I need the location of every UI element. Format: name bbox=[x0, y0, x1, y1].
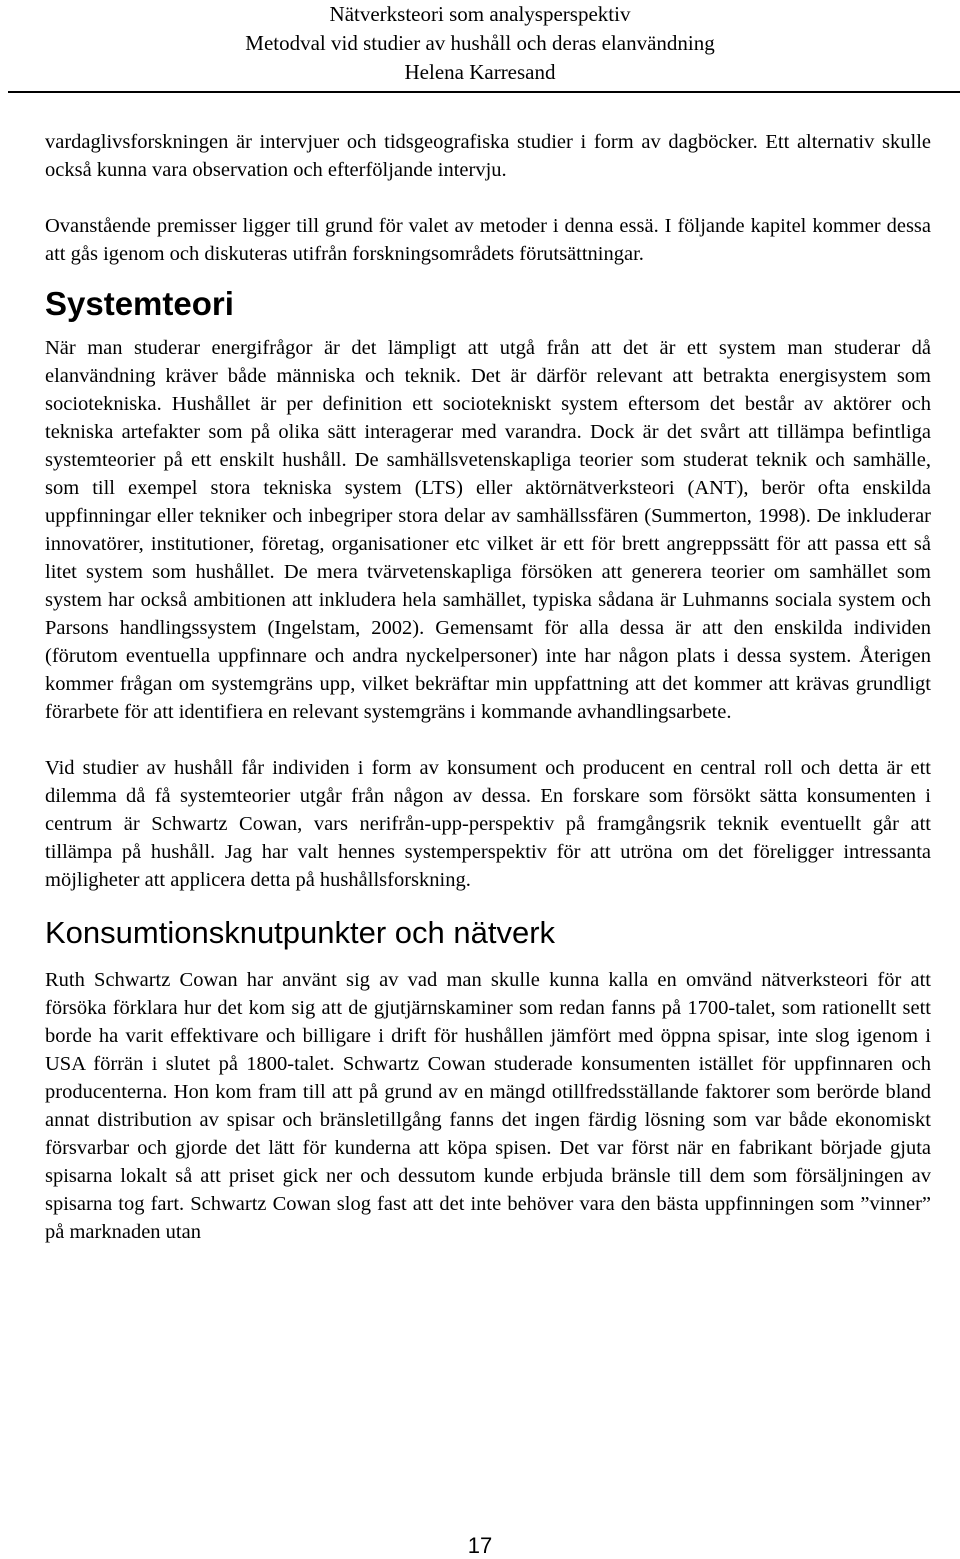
body-paragraph-2: Ovanstående premisser ligger till grund för valet av metoder i denna essä. I följande kapitel kommer dessa att gås igenom och diskuteras utifrån forskningsområdets förutsättningar. bbox=[45, 215, 931, 265]
page-body bbox=[45, 128, 931, 1246]
header-title: Nätverksteori som analysperspektiv bbox=[329, 2, 631, 26]
header-divider bbox=[8, 91, 960, 93]
header-author: Helena Karresand bbox=[404, 60, 556, 84]
body-paragraph-1: vardaglivsforskningen är intervjuer och tidsgeografiska studier i form av dagböcker. Ett alternativ skulle också kunna vara observation och efterföljande intervju. bbox=[45, 131, 931, 181]
header-subtitle: Metodval vid studier av hushåll och deras elanvändning bbox=[245, 31, 715, 55]
section-heading-systemteori: Systemteori bbox=[45, 285, 234, 322]
body-paragraph-5: Ruth Schwartz Cowan har använt sig av vad man skulle kunna kalla en omvänd nätverksteori för att försöka förklara hur det kom sig att de gjutjärnskaminer som redan fanns på 1700-talet, som rationellt sett borde ha varit effektivare och billigare i drift för hushållen jämfört med öppna spisar, inte slog igenom i USA förrän i slutet på 1800-talet. Schwartz Cowan studerade konsumenten istället för uppfinnaren och producenterna. Hon kom fram till att på grund av en mängd otillfredsställande faktorer som berörde bland annat distribution av spisar och bränsletillgång fanns det ingen färdig lösning som var både ekonomiskt försvarbar och gjorde det lätt för kunderna att köpa spisen. Det var först när en fabrikant började gjuta spisarna lokalt så att priset gick ner och dessutom kunde erbjuda bränsle till dem som försäljningen av spisarna tog fart. Schwartz Cowan slog fast att det inte behöver vara den bästa uppfinningen som ”vinner” på marknaden utan bbox=[45, 969, 931, 1243]
section-heading-konsumtionsknutpunkter: Konsumtionsknutpunkter och nätverk bbox=[45, 915, 556, 950]
body-paragraph-3: När man studerar energifrågor är det lämpligt att utgå från att det är ett system man studerar då elanvändning kräver både människa och teknik. Det är därför relevant att betrakta energisystem som sociotekniska. Hushållet är per definition ett sociotekniskt system eftersom det består av aktörer och tekniska artefakter som på olika sätt interagerar med varandra. Dock är det svårt att tillämpa befintliga systemteorier på ett enskilt hushåll. De samhällsvetenskapliga teorier som studerat teknik och samhälle, som till exempel stora tekniska system (LTS) eller aktörnätverksteori (ANT), berör ofta enskilda uppfinningar eller tekniker och inbegriper stora delar av samhällssfären (Summerton, 1998). De inkluderar innovatörer, institutioner, företag, organisationer etc vilket är ett för brett angreppssätt för att passa ett så litet system som hushållet. De mera tvärvetenskapliga försöken att generera teorier om samhället som system har också ambitionen att inkludera hela samhället, typiska sådana är Luhmanns sociala system och Parsons handlingssystem (Ingelstam, 2002). Gemensamt för alla dessa är att den enskilda individen (förutom eventuella uppfinnare och andra nyckelpersoner) inte har någon plats i dessa system. Återigen kommer frågan om systemgräns upp, vilket bekräftar min uppfattning att det kommer att krävas grundligt förarbete för att identifiera en relevant systemgräns i kommande avhandlingsarbete. bbox=[45, 337, 931, 723]
page-header bbox=[0, 0, 960, 92]
body-paragraph-4: Vid studier av hushåll får individen i form av konsument och producent en central roll och detta är ett dilemma då få systemteorier utgår från någon av dessa. En forskare som försökt sätta konsumenten i centrum är Schwartz Cowan, vars nerifrån-upp-perspektiv på framgångsrik teknik eventuellt går att tillämpa på hushåll. Jag har valt hennes systemperspektiv för att utröna om det föreligger intressanta möjligheter att applicera detta på hushållsforskning. bbox=[45, 757, 931, 891]
page-number: 17 bbox=[467, 1533, 493, 1558]
